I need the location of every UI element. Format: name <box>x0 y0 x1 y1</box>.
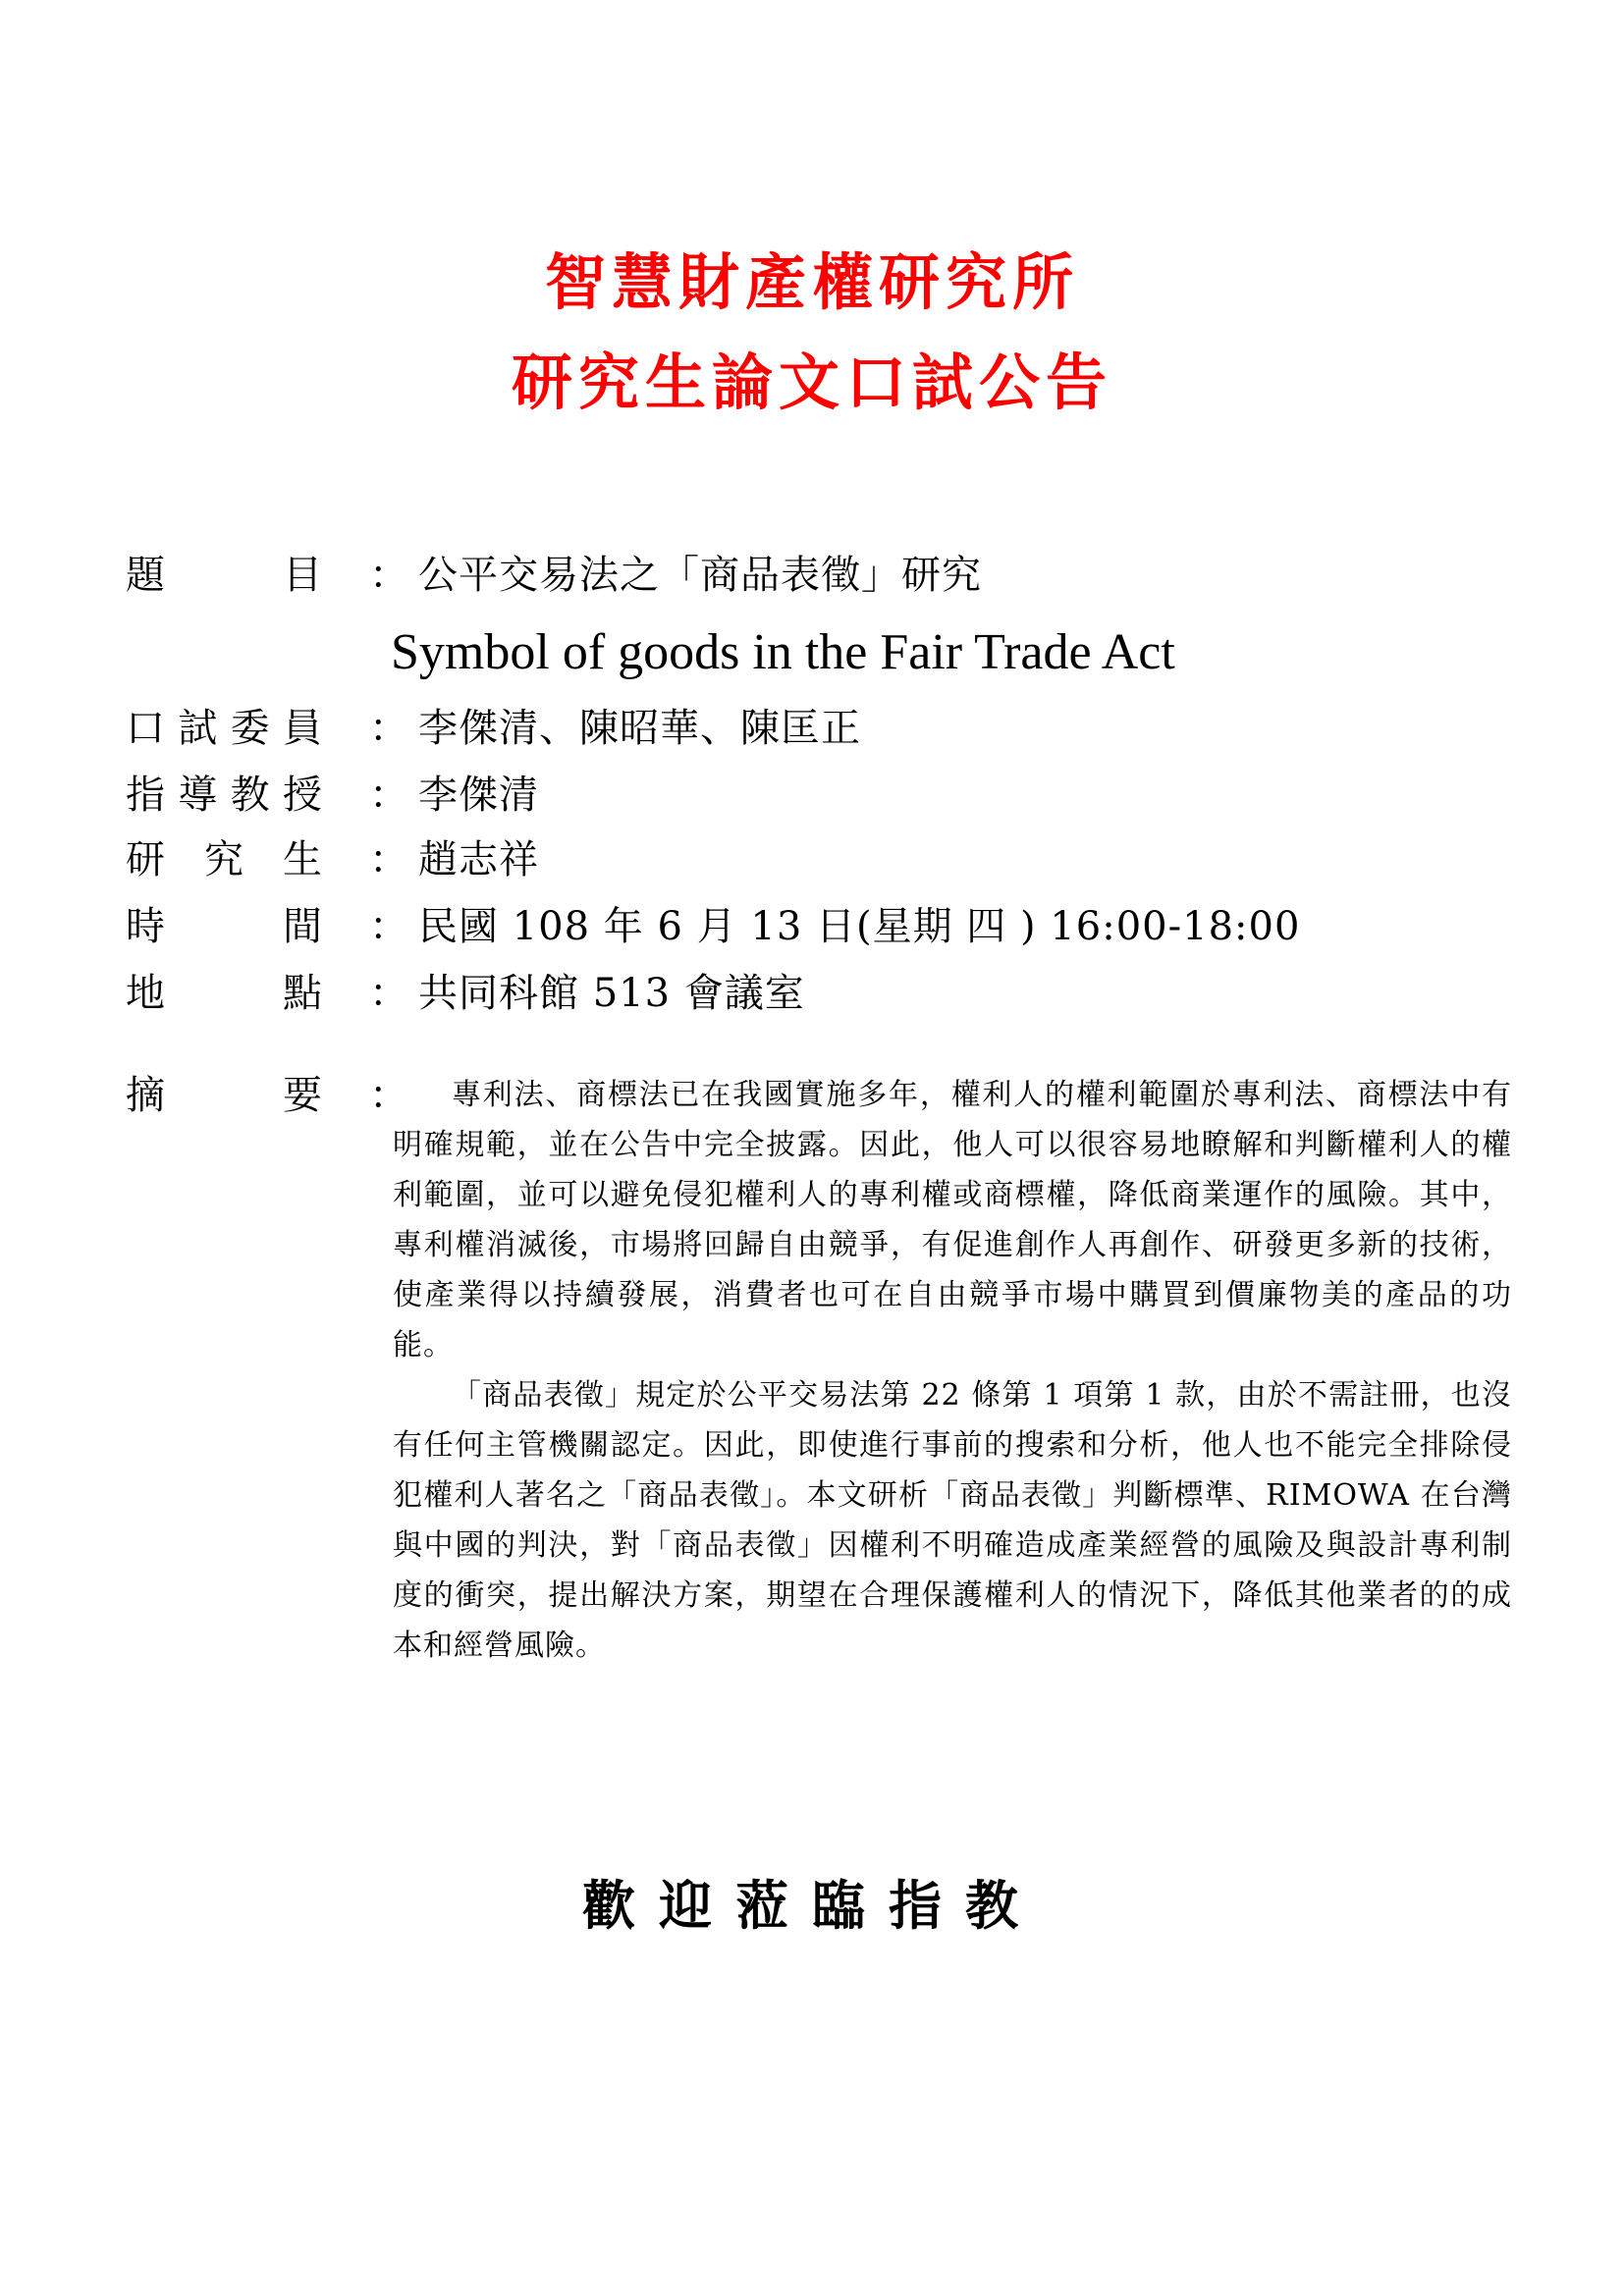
topic-label-char: 目 <box>283 553 322 598</box>
advisor-row <box>126 766 1520 825</box>
place-label <box>126 964 322 1023</box>
topic-english: Symbol of goods in the Fair Trade Act <box>391 624 1175 680</box>
student-colon: ： <box>369 837 408 882</box>
topic-label <box>126 546 322 605</box>
student-label-char: 究 <box>204 837 244 882</box>
abstract-paragraph: 「商品表徵」規定於公平交易法第 22 條第 1 項第 1 款，由於不需註冊，也沒有任何主管機關認定。因此，即使進行事前的搜索和分析，他人也不能完全排除侵犯權利人著名之「商品表徵」。本文研析「商品表徵」判斷標準、RIMOWA 在台灣與中國的判決，對「商品表徵」因權利不明確造成產業經營的風險及與設計專利制度的衝突，提出解決方案，期望在合理保護權利人的情況下，降低其他業者的的成本和經營風險。 <box>393 1378 1512 1663</box>
committee-label-char: 委 <box>230 706 270 751</box>
student-row <box>126 830 1520 889</box>
place-label-char: 地 <box>126 971 165 1016</box>
abstract-label <box>126 1066 322 1125</box>
place-row <box>126 964 1520 1023</box>
institute-title: 智慧財產權研究所 <box>544 246 1079 318</box>
abstract-paragraph: 專利法、商標法已在我國實施多年，權利人的權利範圍於專利法、商標法中有明確規範，並在公告中完全披露。因此，他人可以很容易地瞭解和判斷權利人的權利範圍，並可以避免侵犯權利人的專利權或商標權，降低商業運作的風險。其中，專利權消滅後，市場將回歸自由競爭，有促進創作人再創作、研發更多新的技術，使產業得以持續發展，消費者也可在自由競爭市場中購買到價廉物美的產品的功能。 <box>393 1078 1512 1362</box>
committee-label-char: 口 <box>126 706 165 751</box>
advisor-colon: ： <box>369 773 408 818</box>
time-label-char: 時 <box>126 904 165 949</box>
topic-colon: ： <box>369 553 408 598</box>
committee-label-char: 試 <box>178 706 218 751</box>
committee-label-char: 員 <box>282 706 322 751</box>
time-row <box>126 897 1520 956</box>
place-colon: ： <box>369 971 408 1016</box>
abstract-body <box>393 1070 1512 1671</box>
committee-row <box>126 699 1520 758</box>
time-value: 民國 108 年 6 月 13 日(星期 四 ) 16:00-18:00 <box>418 904 1301 949</box>
time-label-char: 間 <box>283 904 322 949</box>
committee-label <box>126 699 322 758</box>
advisor-label-char: 導 <box>178 773 218 818</box>
advisor-label-char: 教 <box>230 773 270 818</box>
committee-value: 李傑清、陳昭華、陳匡正 <box>418 706 861 751</box>
time-colon: ： <box>369 904 408 949</box>
advisor-label-char: 指 <box>126 773 165 818</box>
advisor-label <box>126 766 322 825</box>
abstract-colon: ： <box>369 1073 408 1118</box>
abstract-label-char: 摘 <box>126 1073 165 1118</box>
topic-value: 公平交易法之「商品表徵」研究 <box>418 553 982 598</box>
place-label-char: 點 <box>283 971 322 1016</box>
announcement-title: 研究生論文口試公告 <box>511 347 1112 418</box>
student-value: 趙志祥 <box>418 837 539 882</box>
time-label <box>126 897 322 956</box>
student-label-char: 研 <box>126 837 165 882</box>
topic-label-char: 題 <box>126 553 165 598</box>
student-label <box>126 830 322 889</box>
abstract-label-char: 要 <box>283 1073 322 1118</box>
advisor-label-char: 授 <box>282 773 322 818</box>
advisor-value: 李傑清 <box>418 773 539 818</box>
welcome-message: 歡迎蒞臨指教 <box>582 1874 1042 1937</box>
committee-colon: ： <box>369 706 408 751</box>
place-value: 共同科館 513 會議室 <box>418 971 805 1016</box>
student-label-char: 生 <box>283 837 322 882</box>
topic-row <box>126 546 1520 605</box>
